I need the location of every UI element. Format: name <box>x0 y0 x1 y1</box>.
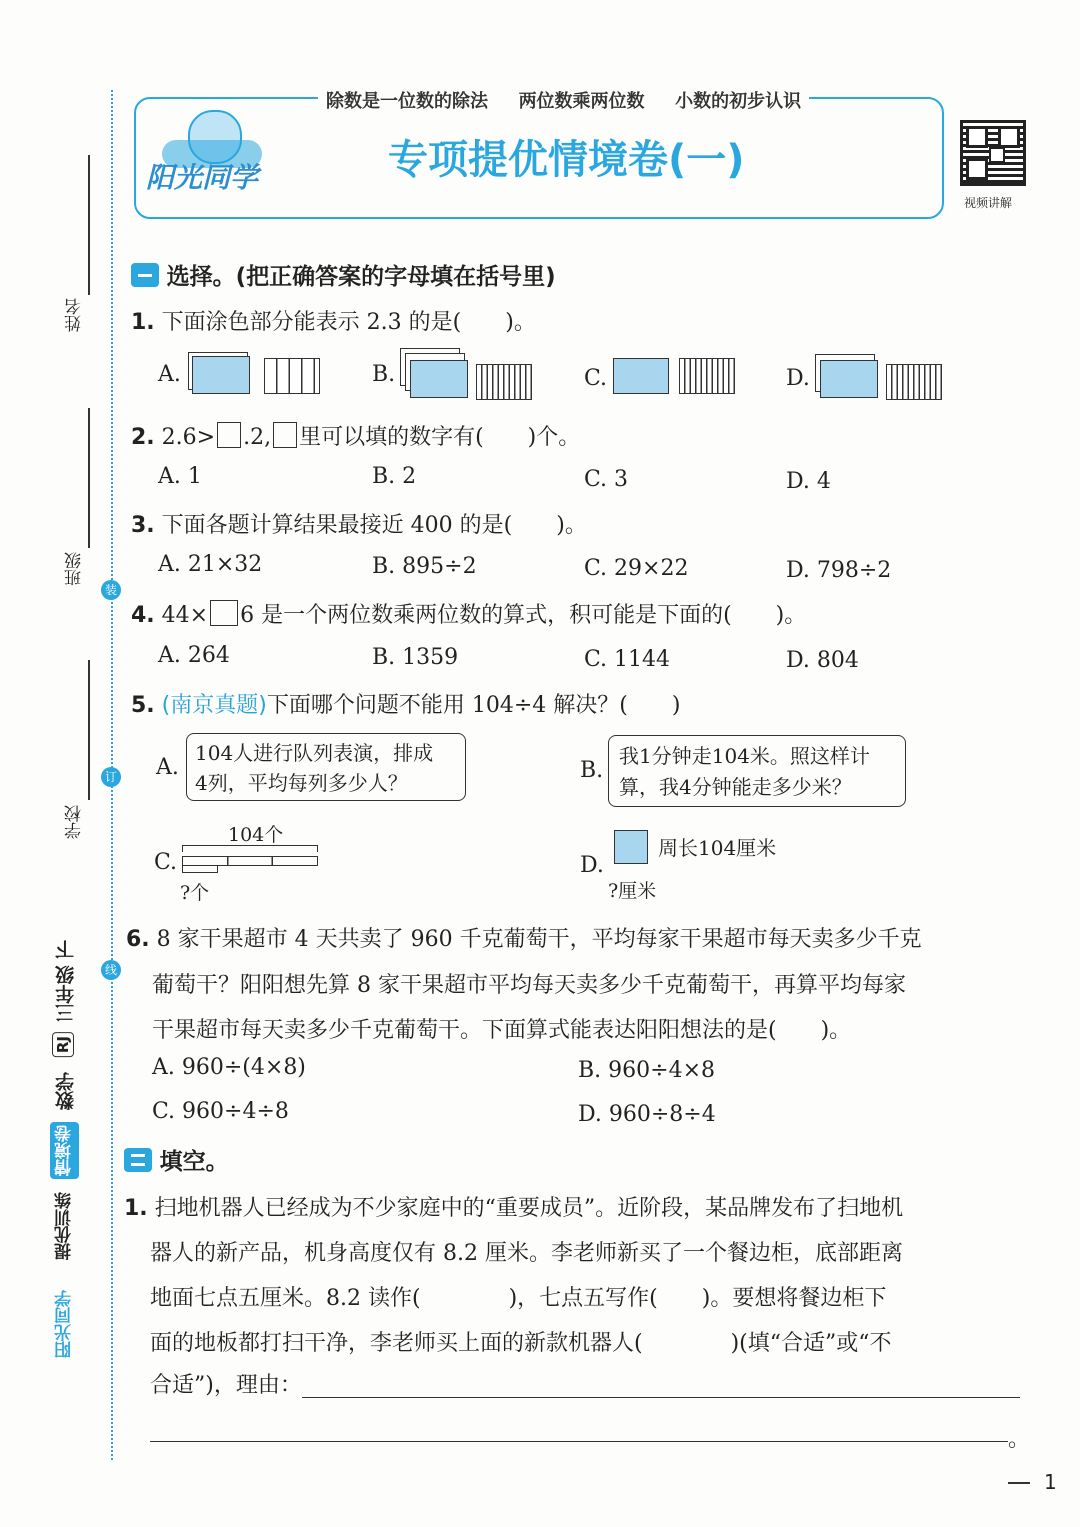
section2-badge-icon <box>124 1148 152 1172</box>
topic-3: 小数的初步认识 <box>675 91 802 112</box>
q6-line-2: 葡萄干？阳阳想先算 8 家干果超市平均每天卖多少千克葡萄干，再算平均每家 <box>152 973 906 998</box>
topic-1: 除数是一位数的除法 <box>326 91 488 112</box>
q6-line-3: 干果超市每天卖多少千克葡萄干。下面算式能表达阳阳想法的是( )。 <box>152 1018 852 1043</box>
bind-mark-2: 订 <box>101 767 121 787</box>
logo <box>140 108 290 203</box>
name-label: 姓名 <box>65 298 85 332</box>
q1-stem: 1. 下面涂色部分能表示 2.3 的是( )。 <box>131 310 536 335</box>
q2-option-b: B. 2 <box>372 464 417 489</box>
q5-c-bottom-label: ?个 <box>180 882 210 904</box>
series-label: 情境卷 <box>50 1122 79 1179</box>
page-number: 1 <box>1044 1470 1057 1494</box>
q2-option-c: C. 3 <box>584 467 629 492</box>
q6-option-c: C. 960÷4÷8 <box>152 1099 289 1124</box>
section1-heading <box>131 258 556 291</box>
reason-answer-line-1[interactable] <box>302 1397 1020 1398</box>
q5-a-line-1: 104人进行队列表演，排成 <box>195 741 434 765</box>
q3-option-c: C. 29×22 <box>584 556 689 581</box>
grade-label: 三年级 下 <box>55 940 77 1023</box>
qr-code-icon <box>960 120 1026 186</box>
q6-option-b: B. 960÷4×8 <box>578 1058 716 1083</box>
bind-mark-1: 装 <box>101 580 121 600</box>
qr-label: 视频讲解 <box>964 196 1013 210</box>
q5-c-top-label: 104个 <box>228 824 284 846</box>
school-underline <box>88 660 90 800</box>
q6-option-a: A. 960÷(4×8) <box>152 1055 306 1080</box>
s2q1-line-2: 器人的新产品，机身高度仅有 8.2 厘米。李老师新买了一个餐边柜，底部距离 <box>150 1241 903 1266</box>
s2q1-line-5: 合适”)，理由： <box>150 1373 302 1398</box>
section2-heading <box>124 1143 229 1176</box>
blank-box <box>217 422 241 448</box>
q3-option-a: A. 21×32 <box>158 552 263 577</box>
q5-b-line-1: 我1分钟走104米。照这样计 <box>619 744 870 768</box>
reason-answer-line-2[interactable] <box>150 1441 1008 1442</box>
section1-badge-icon <box>131 263 159 287</box>
section1-title: 选择。(把正确答案的字母填在括号里) <box>166 264 556 290</box>
q2-stem: 2. 2.6> .2, 里可以填的数字有( )个。 <box>131 420 580 451</box>
name-underline <box>88 155 90 295</box>
q3-option-d: D. 798÷2 <box>786 558 892 583</box>
class-underline <box>88 408 90 548</box>
header-topics <box>318 87 809 113</box>
logo-text: 阳光同学 <box>146 161 259 194</box>
q4-option-b: B. 1359 <box>372 645 459 670</box>
q6-line-1: 6. 8 家干果超市 4 天共卖了 960 千克葡萄干，平均每家干果超市每天卖多少千克 <box>126 927 922 952</box>
brand-label: 阳光同学 <box>55 1290 75 1358</box>
page-title: 专项提优情境卷(一) <box>388 137 745 183</box>
bind-mark-3: 线 <box>101 960 121 980</box>
q5-b-line-2: 算，我4分钟能走多少米？ <box>619 775 852 799</box>
school-label: 学校 <box>65 805 85 839</box>
q4-option-a: A. 264 <box>158 643 230 668</box>
s2q1-line-3: 地面七点五厘米。8.2 读作( )，七点五写作( )。要想将餐边柜下 <box>150 1286 887 1311</box>
q4-stem: 4. 44× 6 是一个两位数乘两位数的算式，积可能是下面的( )。 <box>131 598 806 629</box>
q4-option-c: C. 1144 <box>584 647 671 672</box>
s2q1-line-4: 面的地板都打扫干净，李老师买上面的新款机器人( )(填“合适”或“不 <box>150 1331 892 1356</box>
q5-c-bracket <box>182 845 318 852</box>
class-label: 班级 <box>65 552 85 586</box>
q5-source: (南京真题) <box>161 693 267 718</box>
q4-option-d: D. 804 <box>786 648 859 673</box>
section2-title: 填空。 <box>159 1149 229 1175</box>
edition-label: RJ <box>52 1032 74 1057</box>
page-number-dash <box>1008 1482 1030 1484</box>
q2-option-d: D. 4 <box>786 469 831 494</box>
q5-a-line-2: 4列，平均每列多少人？ <box>195 771 408 795</box>
blank-box <box>210 600 238 626</box>
q5-d-square <box>614 830 648 864</box>
blank-box <box>273 422 297 448</box>
q5-d-bottom-label: ?厘米 <box>608 880 657 902</box>
q5-d-side-label: 周长104厘米 <box>658 836 777 860</box>
q5-c-bar <box>182 856 318 866</box>
q5-c-sub-bracket <box>182 866 218 873</box>
q6-option-d: D. 960÷8÷4 <box>578 1102 716 1127</box>
book-label: 提优训练 <box>55 1192 75 1260</box>
subject-label: 数学 <box>55 1072 77 1110</box>
q2-option-a: A. 1 <box>158 464 202 489</box>
q3-option-b: B. 895÷2 <box>372 554 477 579</box>
s2q1-line-1: 1. 扫地机器人已经成为不少家庭中的“重要成员”。近阶段，某品牌发布了扫地机 <box>124 1196 904 1221</box>
q5-stem: 5. (南京真题)下面哪个问题不能用 104÷4 解决？( ) <box>131 693 681 718</box>
q3-stem: 3. 下面各题计算结果最接近 400 的是( )。 <box>131 513 587 538</box>
topic-2: 两位数乘两位数 <box>518 91 645 112</box>
reason-end-mark: 。 <box>1008 1427 1031 1452</box>
